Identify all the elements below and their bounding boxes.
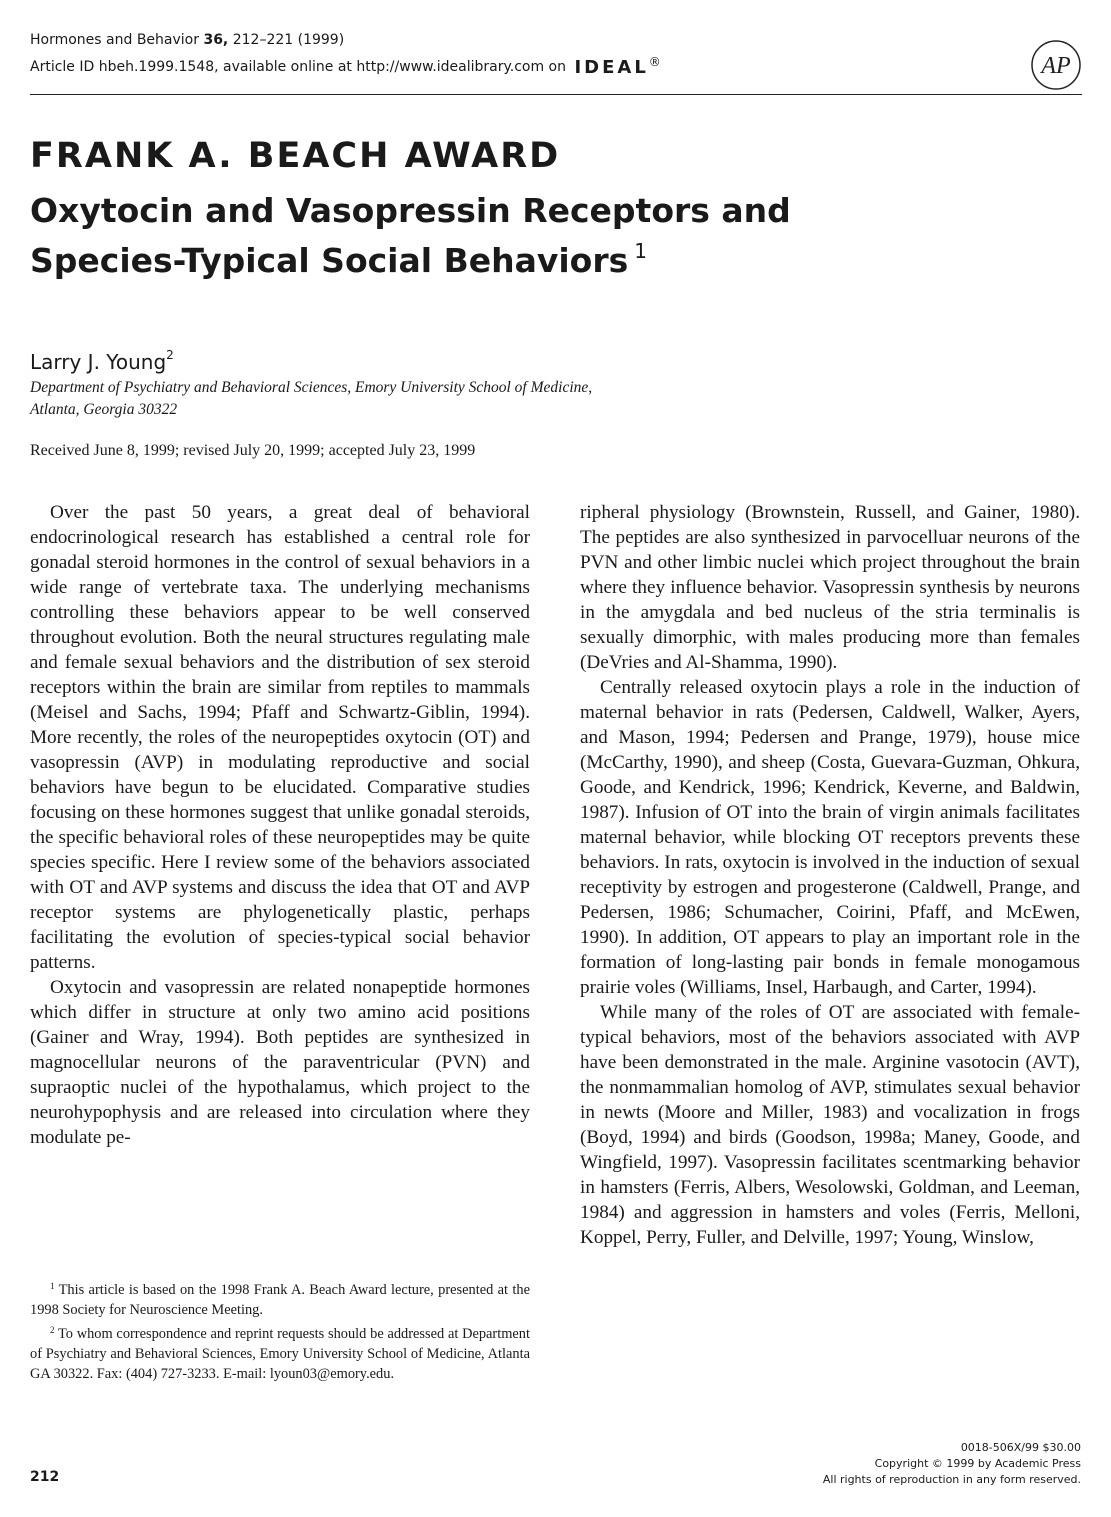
journal-citation [30, 31, 344, 49]
journal-volume: 36, [203, 32, 229, 48]
author-name: Larry J. Young [30, 350, 167, 374]
paragraph: While many of the roles of OT are associated with female-typical behaviors, most of the behaviors associated with AVP have been demonstrated in the male. Arginine vasotocin (AVT), the nonmammalian homolog of AVP, stimulates sexual behavior in newts (Moore and Miller, 1983) and vocalization in frogs (Boyd, 1994) and birds (Goodson, 1998a; Maney, Goode, and Wingfield, 1997). Vasopressin facilitates scentmarking behavior in hamsters (Ferris, Albers, Wesolowski, Goldman, and Leeman, 1984) and aggression in hamsters and voles (Ferris, Melloni, Koppel, Perry, Fuller, and Delville, 1997; Young, Winslow, [580, 1002, 1080, 1248]
body-column-left [30, 500, 530, 1150]
affiliation-line-1: Department of Psychiatry and Behavioral Sciences, Emory University School of Medicine, [30, 379, 593, 396]
author [30, 342, 174, 375]
paragraph: Over the past 50 years, a great deal of behavioral endocrinological research has established a central role for gonadal steroid hormones in the control of sexual behaviors in a wide range of vertebrate taxa. The underlying mechanisms controlling these behaviors appear to be well conserved throughout evolution. Both the neural structures regulating male and female sexual behaviors and the distribution of sex steroid receptors within the brain are similar from reptiles to mammals (Meisel and Sachs, 1994; Pfaff and Schwartz-Giblin, 1994). More recently, the roles of the neuropeptides oxytocin (OT) and vasopressin (AVP) in modulating reproductive and social behaviors have begun to be elucidated. Comparative studies focusing on these hormones suggest that unlike gonadal steroids, the specific behavioral roles of these neuropeptides may be quite species specific. Here I review some of the behaviors associated with OT and AVP systems and discuss the idea that OT and AVP receptor systems are phylogenetically plastic, perhaps facilitating the evolution of species-typical social behavior patterns. [30, 502, 530, 973]
copyright-block [661, 1440, 1081, 1488]
svg-text:AP: AP [1041, 53, 1071, 79]
page-number: 212 [30, 1469, 60, 1485]
affiliation [30, 377, 830, 421]
article-title-text: Oxytocin and Vasopressin Receptors and Species-Typical Social Behaviors [30, 191, 791, 280]
academic-press-logo-icon [1030, 39, 1082, 91]
paragraph: Oxytocin and vasopressin are related nonapeptide hormones which differ in structure at only two amino acid positions (Gainer and Wray, 1994). Both peptides are synthesized in magnocellular neurons of the paraventricular (PVN) and supraoptic nuclei of the hypothalamus, which project to the neurohypophysis and are released into circulation where they modulate pe- [30, 977, 530, 1148]
copyright-line: Copyright © 1999 by Academic Press [874, 1457, 1081, 1470]
author-footnote-mark: 2 [166, 348, 174, 362]
affiliation-line-2: Atlanta, Georgia 30322 [30, 401, 178, 418]
article-title [30, 190, 930, 281]
journal-header [30, 31, 1082, 95]
journal-pages: 212–221 (1999) [228, 32, 345, 48]
rights-line: All rights of reproduction in any form reserved. [822, 1473, 1081, 1486]
received-dates: Received June 8, 1999; revised July 20, 1999; accepted July 23, 1999 [30, 442, 476, 459]
footnote-1: $^1$ This article is based on the 1998 Frank A. Beach Award lecture, presented at the 1998 Society for Neuroscience Meeting. [30, 1281, 530, 1318]
paragraph-continued: ripheral physiology (Brownstein, Russell, and Gainer, 1980). The peptides are also synthesized in parvocelluar neurons of the PVN and other limbic nuclei which project throughout the brain where they influence behavior. Vasopressin synthesis by neurons in the amygdala and bed nucleus of the stria terminalis is sexually dimorphic, with males producing more than females (DeVries and Al-Shamma, 1990). [580, 502, 1080, 673]
body-column-right [580, 500, 1080, 1250]
title-footnote-mark: 1 [634, 239, 648, 263]
issn-price: 0018-506X/99 $30.00 [960, 1441, 1081, 1454]
footnotes [30, 1276, 530, 1384]
award-heading: FRANK A. BEACH AWARD [30, 136, 561, 176]
article-id: Article ID hbeh.1999.1548, available online at http://www.idealibrary.com on [30, 59, 571, 75]
article-id-line [30, 53, 661, 77]
journal-name: Hormones and Behavior [30, 32, 204, 48]
header-rule [30, 94, 1082, 95]
paragraph: Centrally released oxytocin plays a role in the induction of maternal behavior in rats (Pedersen, Caldwell, Walker, Ayers, and Mason, 1994; Pedersen and Prange, 1979), house mice (McCarthy, 1990), and sheep (Costa, Guevara-Guzman, Ohkura, Goode, and Kendrick, 1996; Kendrick, Keverne, and Baldwin, 1987). Infusion of OT into the brain of virgin animals facilitates maternal behavior, while blocking OT receptors prevents these behaviors. In rats, oxytocin is involved in the induction of sexual receptivity by estrogen and progesterone (Caldwell, Prange, and Pedersen, 1986; Schumacher, Coirini, Pfaff, and McEwen, 1990). In addition, OT appears to play an important role in the formation of long-lasting pair bonds in female monogamous prairie voles (Williams, Insel, Harbaugh, and Carter, 1994). [580, 677, 1080, 998]
footnote-2: $^2$ To whom correspondence and reprint requests should be addressed at Department of Psychiatry and Behavioral Sciences, Emory University School of Medicine, Atlanta GA 30322. Fax: (404) 727-3233. E-mail: lyoun03@emory.edu. [30, 1325, 530, 1382]
ideal-logo: IDEAL® [574, 55, 661, 78]
